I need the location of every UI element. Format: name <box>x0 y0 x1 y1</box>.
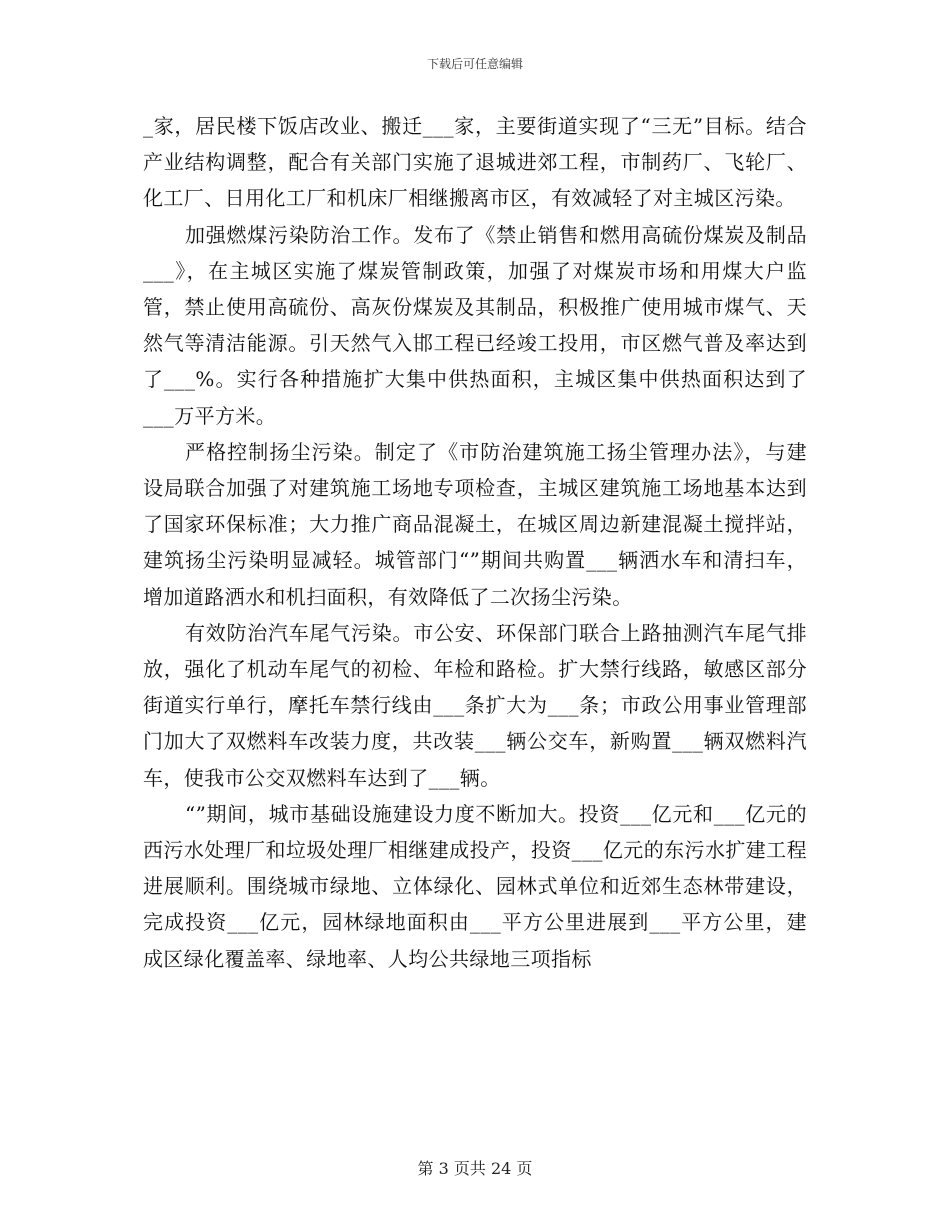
paragraph-4: 有效防治汽车尾气污染。市公安、环保部门联合上路抽测汽车尾气排放，强化了机动车尾气的初检、年检和路检。扩大禁行线路，敏感区部分街道实行单行，摩托车禁行线由___条扩大为___条；市政公用事业管理部门加大了双燃料车改装力度，共改装___辆公交车，新购置___辆双燃料汽车，使我市公交双燃料车达到了___辆。 <box>143 620 807 790</box>
paragraph-1: _家，居民楼下饭店改业、搬迁___家，主要街道实现了“三无”目标。结合产业结构调整，配合有关部门实施了退城进郊工程，市制药厂、飞轮厂、化工厂、日用化工厂和机床厂相继搬离市区，有效减轻了对主城区污染。 <box>143 114 807 211</box>
page-number-footer: 第 3 页共 24 页 <box>417 1159 533 1178</box>
page-header-note: 下载后可任意编辑 <box>426 57 523 71</box>
document-body <box>143 108 807 977</box>
paragraph-3: 严格控制扬尘污染。制定了《市防治建筑施工扬尘管理办法》，与建设局联合加强了对建筑施工场地专项检查，主城区建筑施工场地基本达到了国家环保标准；大力推广商品混凝土，在城区周边新建混凝土搅拌站，建筑扬尘污染明显减轻。城管部门“”期间共购置___辆洒水车和清扫车，增加道路洒水和机扫面积，有效降低了二次扬尘污染。 <box>143 439 807 609</box>
paragraph-2: 加强燃煤污染防治工作。发布了《禁止销售和燃用高硫份煤炭及制品___》，在主城区实施了煤炭管制政策，加强了对煤炭市场和用煤大户监管，禁止使用高硫份、高灰份煤炭及其制品，积极推广使用城市煤气、天然气等清洁能源。引天然气入邯工程已经竣工投用，市区燃气普及率达到了___%。实行各种措施扩大集中供热面积，主城区集中供热面积达到了___万平方米。 <box>143 222 807 428</box>
paragraph-5: “”期间，城市基础设施建设力度不断加大。投资___亿元和___亿元的西污水处理厂和垃圾处理厂相继建成投产，投资___亿元的东污水扩建工程进展顺利。围绕城市绿地、立体绿化、园林式单位和近郊生态林带建设，完成投资___亿元，园林绿地面积由___平方公里进展到___平方公里，建成区绿化覆盖率、绿地率、人均公共绿地三项指标 <box>143 801 807 971</box>
